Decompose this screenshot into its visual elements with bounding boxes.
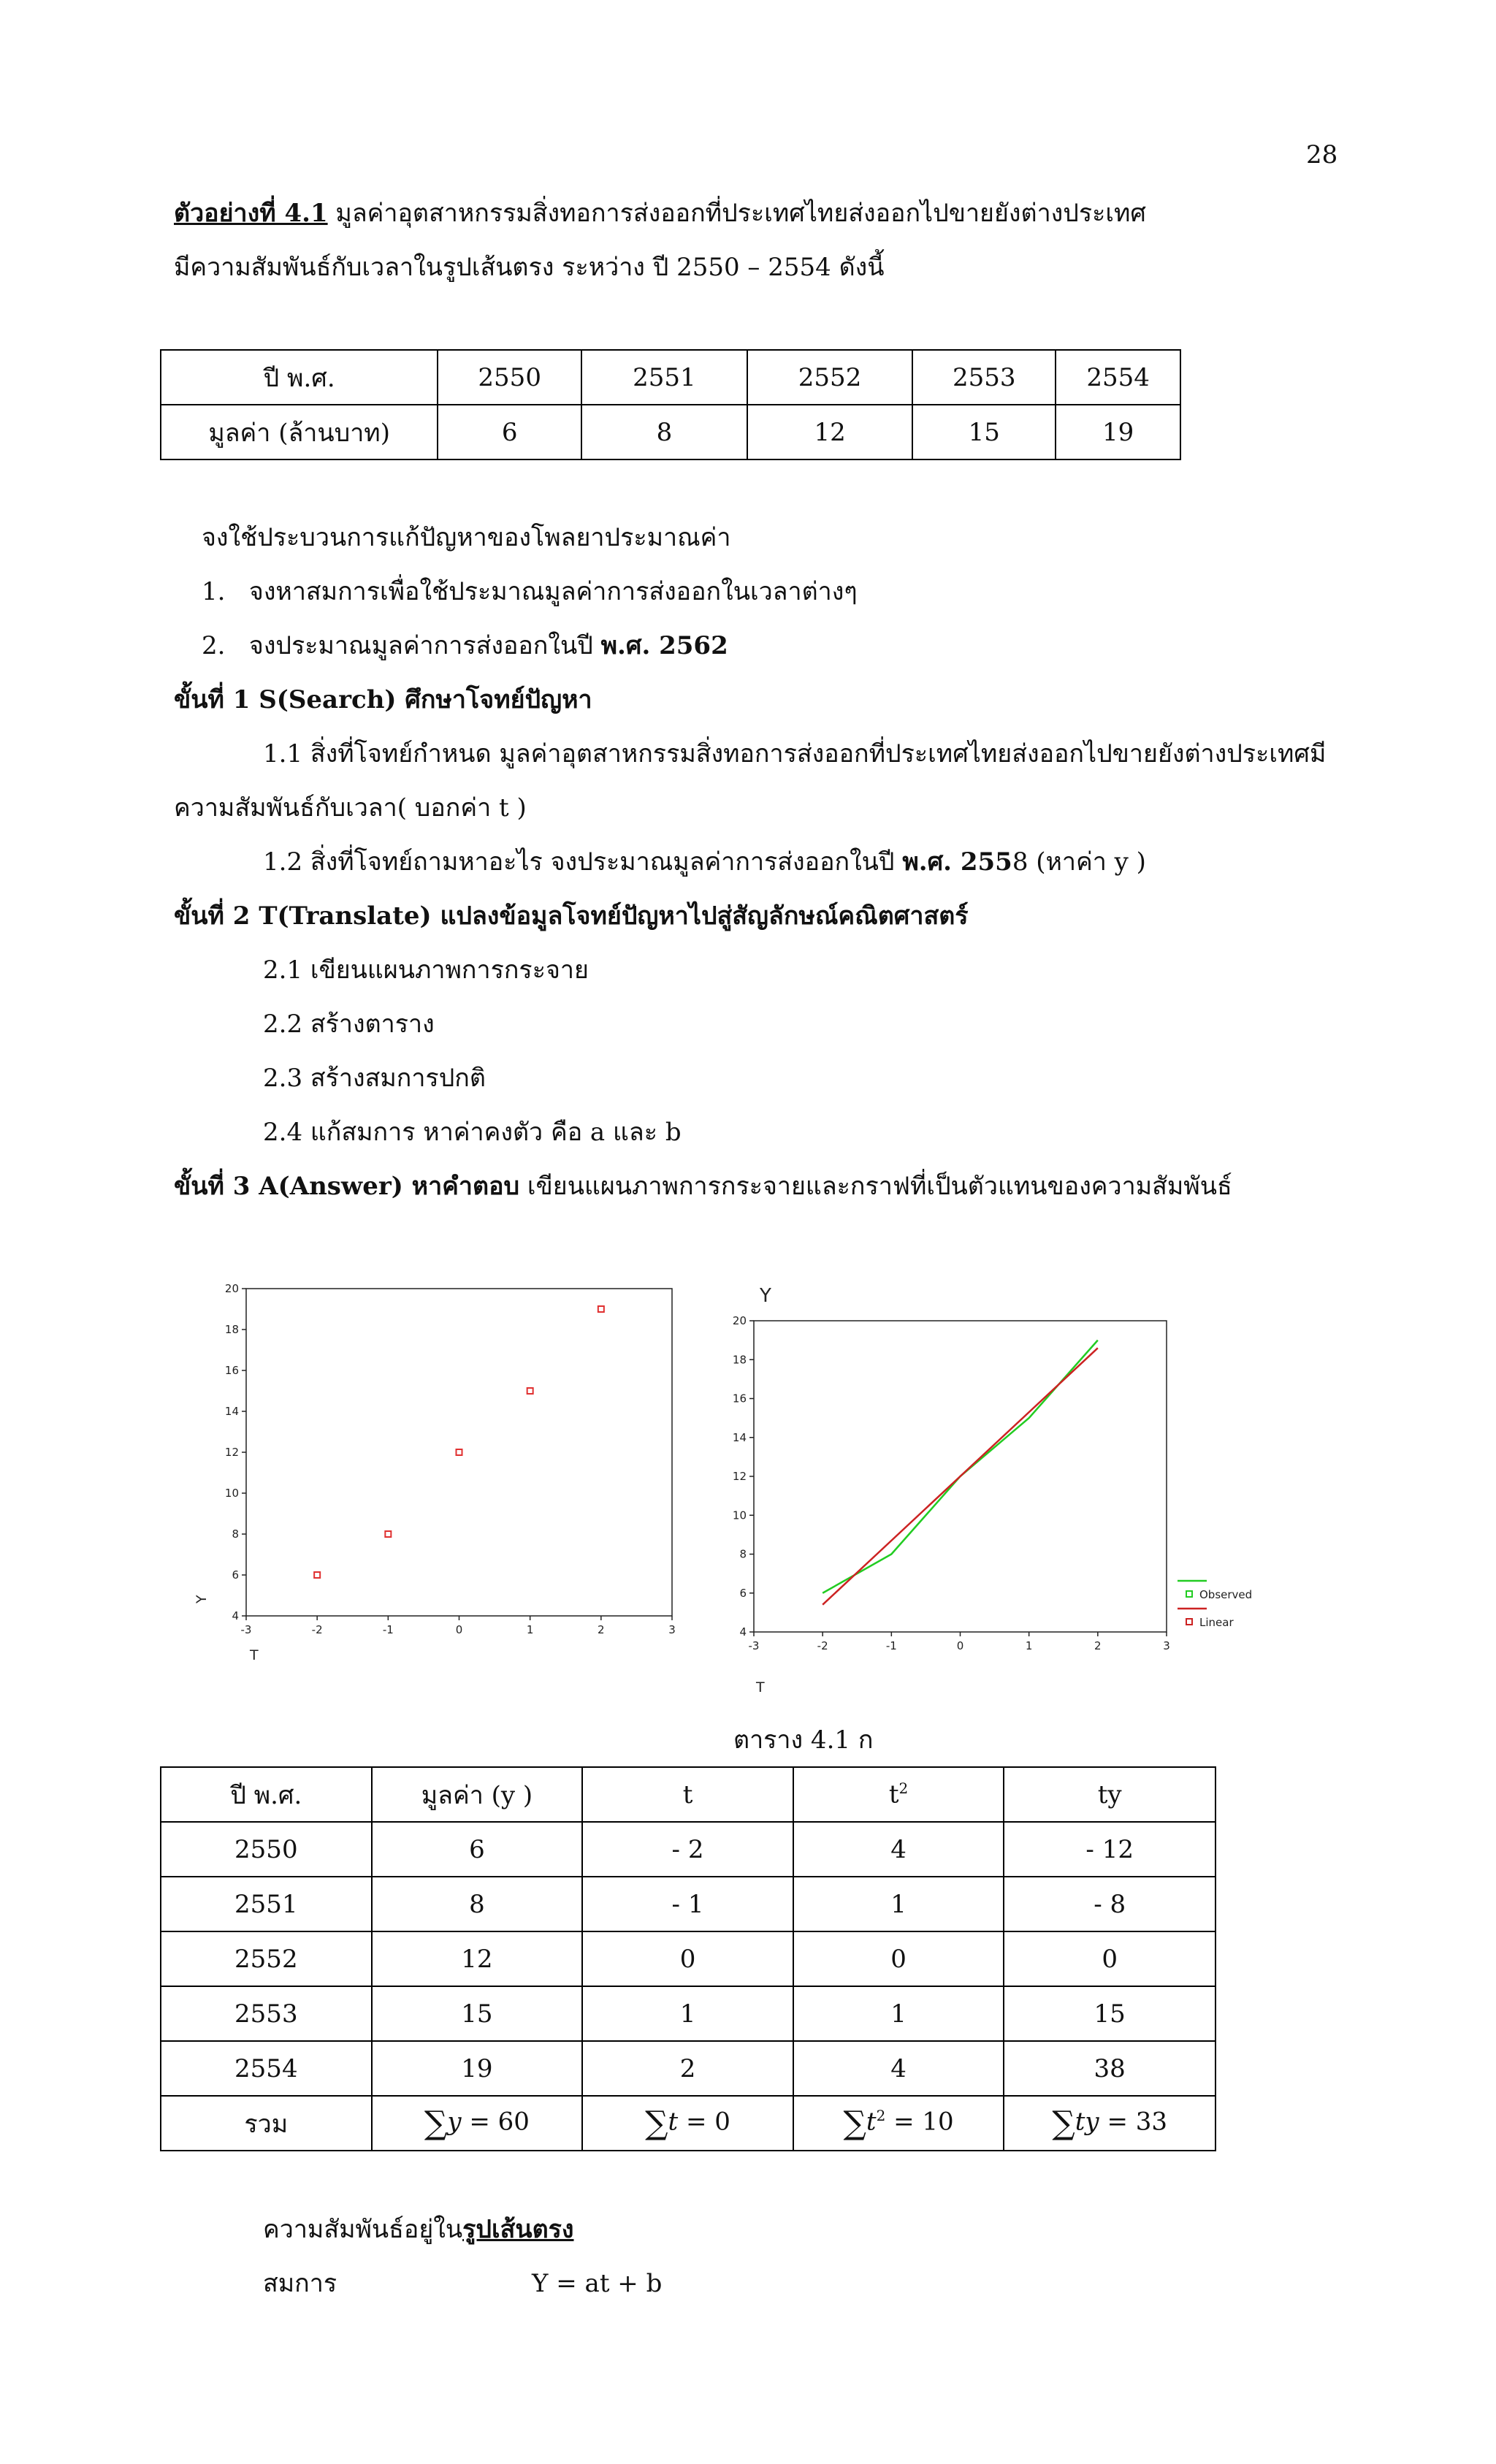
header-cell: ปี พ.ศ. [161, 1767, 372, 1822]
conclusion-line [263, 2213, 574, 2246]
equation: Y = at + b [532, 2269, 663, 2298]
step-2-2: 2.2 สร้างตาราง [263, 1010, 435, 1039]
page-number: 28 [1306, 140, 1338, 169]
table-caption: ตาราง 4.1 ก [733, 1725, 874, 1755]
table-cell: 15 [372, 1986, 583, 2041]
table-cell: 4 [793, 1822, 1004, 1877]
table-cell: 38 [1004, 2041, 1216, 2096]
table-cell: ปี พ.ศ. [161, 350, 438, 405]
sum-value: = 0 [678, 2107, 730, 2137]
table-cell: 19 [1056, 405, 1180, 459]
table-cell: 6 [438, 405, 581, 459]
sum-variable: ty [1075, 2107, 1099, 2137]
sum-symbol: ∑ [1052, 2105, 1075, 2142]
table-cell: 1 [793, 1877, 1004, 1931]
table-cell: 2554 [1056, 350, 1180, 405]
table-cell: 0 [1004, 1931, 1216, 1986]
x-tick-label: -1 [382, 1623, 394, 1636]
y-tick-label: 16 [732, 1392, 747, 1405]
x-tick-label: -1 [885, 1639, 897, 1652]
plot-area [246, 1289, 672, 1616]
header-cell [793, 1767, 1004, 1822]
x-tick-label: 3 [668, 1623, 676, 1636]
table-cell: 15 [912, 405, 1056, 459]
x-tick-label: 0 [455, 1623, 463, 1636]
table-row [161, 1931, 1216, 1986]
sum-value: = 33 [1099, 2107, 1168, 2137]
equation-label: สมการ [263, 2269, 337, 2298]
scatter-chart [194, 1282, 676, 1663]
example-label: ตัวอย่างที่ 4.1 [174, 199, 328, 228]
table-row [161, 1822, 1216, 1877]
line-chart [733, 1285, 1252, 1696]
y-tick-label: 10 [224, 1487, 239, 1500]
table-cell: 15 [1004, 1986, 1216, 2041]
y-tick-label: 14 [732, 1430, 747, 1444]
step-1-2-tail: 8 (หาค่า y ) [1012, 847, 1146, 877]
table-cell: 2 [582, 2041, 793, 2096]
table-cell: 1 [582, 1986, 793, 2041]
table-total-row [161, 2096, 1216, 2151]
x-axis-label: T [250, 1647, 259, 1663]
header-cell: มูลค่า (y ) [372, 1767, 583, 1822]
step-1-heading: ขั้นที่ 1 S(Search) ศึกษาโจทย์ปัญหา [174, 685, 592, 714]
y-tick-label: 6 [232, 1568, 239, 1582]
y-axis-label: Y [194, 1595, 210, 1603]
step-3-text: เขียนแผนภาพการกระจายและกราฟที่เป็นตัวแทนของความสัมพันธ์ [519, 1172, 1232, 1201]
table-cell: 4 [793, 2041, 1004, 2096]
table-cell: - 8 [1004, 1877, 1216, 1931]
y-tick-label: 18 [224, 1323, 239, 1336]
table-cell: 2553 [912, 350, 1056, 405]
table-cell: 2551 [581, 350, 747, 405]
table-cell: 2553 [161, 1986, 372, 2041]
table-cell: 2552 [747, 350, 913, 405]
table-cell: 12 [372, 1931, 583, 1986]
table-cell: 19 [372, 2041, 583, 2096]
x-tick-label: -3 [748, 1639, 760, 1652]
total-cell [1004, 2096, 1216, 2151]
x-tick-label: -2 [311, 1623, 323, 1636]
x-tick-label: -3 [240, 1623, 252, 1636]
table-cell: 2551 [161, 1877, 372, 1931]
y-tick-label: 8 [739, 1547, 747, 1561]
sum-variable: y [447, 2107, 462, 2137]
table-row [161, 1877, 1216, 1931]
table-cell: 2550 [438, 350, 581, 405]
step-2-1: 2.1 เขียนแผนภาพการกระจาย [263, 956, 589, 985]
header-cell-text: t [888, 1780, 899, 1809]
step-2-3: 2.3 สร้างสมการปกติ [263, 1064, 486, 1093]
table-header-row [161, 1767, 1216, 1822]
task-item-number: 2. [202, 631, 226, 660]
header-cell: t [582, 1767, 793, 1822]
example-line-2: มีความสัมพันธ์กับเวลาในรูปเส้นตรง ระหว่าง ปี 2550 – 2554 ดังนี้ [174, 253, 885, 282]
y-tick-label: 8 [232, 1527, 239, 1541]
sum-symbol: ∑ [645, 2105, 668, 2142]
y-tick-label: 16 [224, 1364, 239, 1377]
superscript: 2 [898, 1780, 909, 1798]
conclusion-emphasis: รูปเส้นตรง [462, 2215, 574, 2244]
x-axis-label: T [756, 1679, 765, 1696]
step-1-2-year: พ.ศ. 255 [902, 847, 1012, 877]
task-item-number: 1. [202, 577, 226, 606]
table-cell: 1 [793, 1986, 1004, 2041]
total-label: รวม [161, 2096, 372, 2151]
conclusion-text: ความสัมพันธ์อยู่ใน [263, 2215, 463, 2244]
step-1-1-continued: ความสัมพันธ์กับเวลา( บอกค่า t ) [174, 793, 527, 823]
task-intro: จงใช้ประบวนการแก้ปัญหาของโพลยาประมาณค่า [202, 523, 731, 552]
sum-variable: t [668, 2107, 679, 2137]
x-tick-label: -2 [817, 1639, 828, 1652]
example-text-1: มูลค่าอุตสาหกรรมสิ่งทอการส่งออกที่ประเทศไทยส่งออกไปขายยังต่างประเทศ [335, 199, 1146, 228]
x-tick-label: 1 [1025, 1639, 1033, 1652]
y-tick-label: 4 [232, 1609, 239, 1622]
x-tick-label: 2 [598, 1623, 605, 1636]
total-cell [793, 2096, 1004, 2151]
step-1-1: 1.1 สิ่งที่โจทย์กำหนด มูลค่าอุตสาหกรรมสิ่งทอการส่งออกที่ประเทศไทยส่งออกไปขายยังต่างประเทศมี [263, 739, 1327, 768]
task-item-text: จงประมาณมูลค่าการส่งออกในปี [248, 631, 601, 660]
x-tick-label: 0 [956, 1639, 964, 1652]
legend-label: Observed [1199, 1588, 1253, 1601]
task-item-text: จงหาสมการเพื่อใช้ประมาณมูลค่าการส่งออกในเวลาต่างๆ [248, 577, 858, 606]
table-cell: - 1 [582, 1877, 793, 1931]
table-cell: 12 [747, 405, 913, 459]
table-cell: 2550 [161, 1822, 372, 1877]
table-cell: 8 [372, 1877, 583, 1931]
table-cell: 0 [582, 1931, 793, 1986]
step-1-2-text: 1.2 สิ่งที่โจทย์ถามหาอะไร จงประมาณมูลค่าการส่งออกในปี [263, 847, 903, 877]
table-cell: 8 [581, 405, 747, 459]
total-cell [372, 2096, 583, 2151]
table-cell: 2552 [161, 1931, 372, 1986]
table-cell: - 2 [582, 1822, 793, 1877]
sum-symbol: ∑ [843, 2105, 866, 2142]
x-tick-label: 3 [1163, 1639, 1170, 1652]
total-cell [582, 2096, 793, 2151]
y-tick-label: 12 [224, 1446, 239, 1459]
table-row [161, 1986, 1216, 2041]
step-3-heading: ขั้นที่ 3 A(Answer) หาคำตอบ [174, 1172, 520, 1201]
superscript: 2 [876, 2107, 886, 2125]
table-cell: 6 [372, 1822, 583, 1877]
y-tick-label: 12 [732, 1470, 747, 1483]
y-tick-label: 18 [732, 1353, 747, 1367]
sum-symbol: ∑ [424, 2105, 448, 2142]
sum-value: = 60 [461, 2107, 530, 2137]
x-tick-label: 2 [1094, 1639, 1102, 1652]
table-row [161, 2041, 1216, 2096]
sum-value: = 10 [885, 2107, 954, 2137]
y-axis-label: Y [760, 1285, 771, 1307]
y-tick-label: 4 [739, 1625, 747, 1639]
table-cell: 2554 [161, 2041, 372, 2096]
step-2-4: 2.4 แก้สมการ หาค่าคงตัว คือ a และ b [263, 1118, 682, 1147]
legend-marker [1186, 1619, 1192, 1625]
table-cell: มูลค่า (ล้านบาท) [161, 405, 438, 459]
task-item-year: พ.ศ. 2562 [600, 631, 728, 660]
y-tick-label: 10 [732, 1508, 747, 1522]
y-tick-label: 20 [732, 1314, 747, 1327]
legend-label: Linear [1199, 1616, 1234, 1629]
table-cell: - 12 [1004, 1822, 1216, 1877]
y-tick-label: 14 [224, 1405, 239, 1418]
table-cell: 0 [793, 1931, 1004, 1986]
header-cell: ty [1004, 1767, 1216, 1822]
step-2-heading: ขั้นที่ 2 T(Translate) แปลงข้อมูลโจทย์ปัญหาไปสู่สัญลักษณ์คณิตศาสตร์ [174, 901, 969, 931]
y-tick-label: 20 [224, 1282, 239, 1295]
y-tick-label: 6 [739, 1586, 747, 1600]
legend-marker [1186, 1591, 1192, 1597]
x-tick-label: 1 [526, 1623, 534, 1636]
sum-variable: t [866, 2107, 877, 2137]
calculation-table [160, 1766, 1216, 2151]
